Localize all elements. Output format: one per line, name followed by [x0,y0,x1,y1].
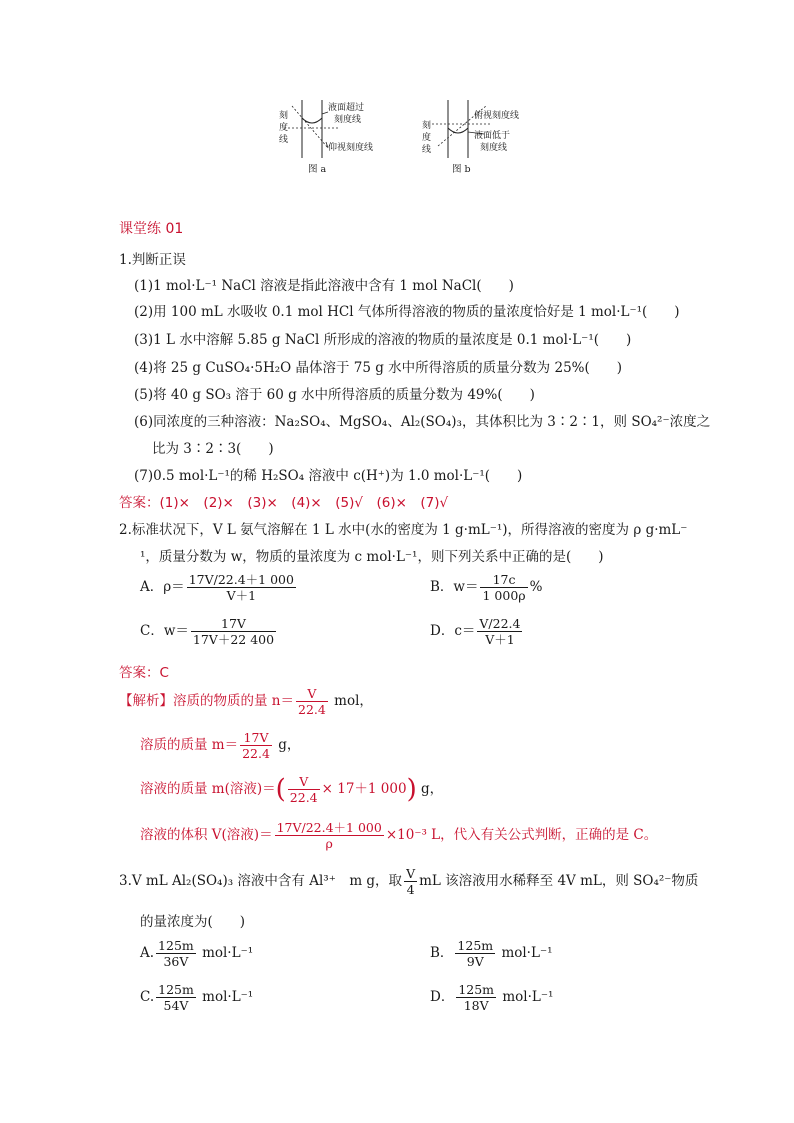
q3-option-b-prefix: B． [430,945,454,961]
q1-item-4: (4)将 25 g CuSO₄·5H₂O 晶体溶于 75 g 水中所得溶质的质量分数为 25%( ) [134,360,623,376]
q2-analysis-l3-mid: × 17＋1 000 [321,781,407,797]
q3-option-b [430,938,552,969]
q2-analysis-line2 [140,730,300,761]
q3-option-a-prefix: A. [140,945,155,961]
q3-option-c-den: 54V [163,998,189,1013]
q2-analysis-l2-den: 22.4 [242,746,270,761]
q2-option-b-suffix: % [529,579,543,595]
figure-a-note-top-2: 刻度线 [334,115,362,125]
q2-option-a-den: V＋1 [226,588,257,603]
q3-stem-line1 [119,866,698,897]
q2-analysis-l1-post: mol， [334,693,373,709]
q3-option-c-prefix: C. [140,989,155,1005]
q1-item-3: (3)1 L 水中溶解 5.85 g NaCl 所形成的溶液的物质的量浓度是 0.1 mol·L⁻¹( ) [134,332,632,348]
figure-a-label-2: 度 [279,123,289,133]
q2-option-d-prefix: D．c＝ [430,623,476,639]
q2-analysis-l1-pre: 溶质的物质的量 n＝ [173,693,294,709]
q2-analysis-l1-den: 22.4 [298,702,326,717]
q2-option-d-den: V＋1 [485,632,515,647]
q3-option-c-unit: mol·L⁻¹ [202,989,254,1005]
q2-analysis-l3-post: g， [421,781,444,797]
q3-option-a-num: 125m [158,938,194,953]
figure-a-label-1: 刻 [279,111,289,121]
q1-title: 1.判断正误 [119,252,186,268]
q2-option-a-prefix: A．ρ＝ [140,579,185,595]
q2-analysis-l2-pre: 溶质的质量 m＝ [140,737,239,753]
q2-option-c-prefix: C．w＝ [140,623,189,639]
q3-option-d-prefix: D． [430,989,455,1005]
q3-option-b-den: 9V [466,954,484,969]
q2-analysis-tag: 【解析】 [119,693,173,709]
figure-b-label-2: 度 [422,133,432,143]
q3-option-a [140,938,253,969]
q3-l1-den: 4 [406,882,415,897]
q1-item-5: (5)将 40 g SO₃ 溶于 60 g 水中所得溶质的质量分数为 49%( ) [134,387,535,403]
figure-a-caption: 图 a [308,164,327,175]
figure-b-note-bottom-1: 液面低于 [474,131,511,141]
q1-item-2: (2)用 100 mL 水吸收 0.1 mol HCl 气体所得溶液的物质的量浓度恰好是 1 mol·L⁻¹( ) [134,304,680,320]
section-title: 课堂练 01 [119,221,184,237]
q3-option-d-den: 18V [463,998,489,1013]
q2-analysis-l2-post: g， [278,737,301,753]
q3-option-a-unit: mol·L⁻¹ [202,945,254,961]
q2-analysis-line3: 溶液的质量 m(溶液)＝( $\frac{V}{22.4}$ × 17＋1 000) g， [140,774,444,805]
figure-b-note-top: 俯视刻度线 [474,111,520,121]
q3-option-d [430,982,553,1013]
q3-option-a-den: 36V [163,954,189,969]
q3-option-b-unit: mol·L⁻¹ [501,945,553,961]
figure-b-note-bottom-2: 刻度线 [480,143,508,153]
q1-item-6: (6)同浓度的三种溶液：Na₂SO₄、MgSO₄、Al₂(SO₄)₃，其体积比为 3∶2∶1，则 SO₄²⁻浓度之 [134,414,711,430]
q2-analysis-l2-num: 17V [240,730,272,746]
q3-l1-num: V [406,866,416,881]
q2-option-c [140,616,278,647]
q2-option-b-prefix: B．w＝ [430,579,479,595]
q2-option-d-num: V/22.4 [479,616,521,631]
q2-option-b [430,572,542,603]
q3-l1-pre: 3.V mL Al₂(SO₄)₃ 溶液中含有 Al³⁺ m g，取 [119,873,403,889]
figure-a [270,98,390,178]
q1-item-6-cont: 比为 3∶2∶3( ) [152,441,274,457]
q2-analysis-line1 [119,686,373,717]
q2-option-c-num: 17V [191,616,276,632]
q2-option-b-num: 17c [480,572,527,588]
q1-item-7: (7)0.5 mol·L⁻¹的稀 H₂SO₄ 溶液中 c(H⁺)为 1.0 mol·L⁻¹( ) [134,468,523,484]
q3-option-b-num: 125m [457,938,494,953]
q2-analysis-l3-den: 22.4 [289,790,318,805]
figure-b-label-1: 刻 [422,121,432,131]
q2-stem-line2: ¹，质量分数为 w，物质的量浓度为 c mol·L⁻¹，则下列关系中正确的是( ) [140,549,604,565]
q2-analysis-line4 [140,820,657,851]
q2-analysis-l4-post: ×10⁻³ L，代入有关公式判断，正确的是 C。 [385,827,658,843]
q2-option-d [430,616,524,647]
q2-option-b-den: 1 000ρ [482,588,526,603]
figure-b [418,98,548,178]
q2-analysis-l4-pre: 溶液的体积 V(溶液)＝ [140,827,273,843]
figure-a-note-top-1: 液面超过 [328,103,365,113]
q2-analysis-l4-num: 17V/22.4＋1 000 [276,820,382,835]
q2-option-a [140,572,298,603]
q2-analysis-l3-num: V [288,774,320,790]
figure-a-note-bottom: 仰视刻度线 [328,143,374,153]
q2-analysis-l3-pre: 溶液的质量 m(溶液)＝ [140,781,276,797]
q1-item-1: (1)1 mol·L⁻¹ NaCl 溶液是指此溶液中含有 1 mol NaCl( ) [134,278,514,294]
q2-analysis-l1-num: V [296,686,328,702]
q2-option-a-num: 17V/22.4＋1 000 [188,572,294,587]
q3-option-c-num: 125m [158,982,194,997]
q1-answer: 答案：(1)× (2)× (3)× (4)× (5)√ (6)× (7)√ [119,495,449,511]
q2-option-c-den: 17V＋22 400 [192,632,275,647]
figure-b-label-3: 线 [422,145,432,155]
q3-option-d-unit: mol·L⁻¹ [502,989,554,1005]
q3-option-c [140,982,253,1013]
q3-l1-post: mL 该溶液用水稀释至 4V mL，则 SO₄²⁻物质 [419,873,699,889]
q3-stem-line2: 的量浓度为( ) [140,914,246,930]
q2-stem-line1: 2.标准状况下，V L 氨气溶解在 1 L 水中(水的密度为 1 g·mL⁻¹)，所得溶液的密度为 ρ g·mL⁻ [119,522,688,538]
q3-option-d-num: 125m [458,982,495,997]
figure-b-caption: 图 b [452,164,471,175]
q2-answer: 答案：C [119,665,169,681]
q2-analysis-l4-den: ρ [325,836,333,851]
figure-a-label-3: 线 [279,135,289,145]
